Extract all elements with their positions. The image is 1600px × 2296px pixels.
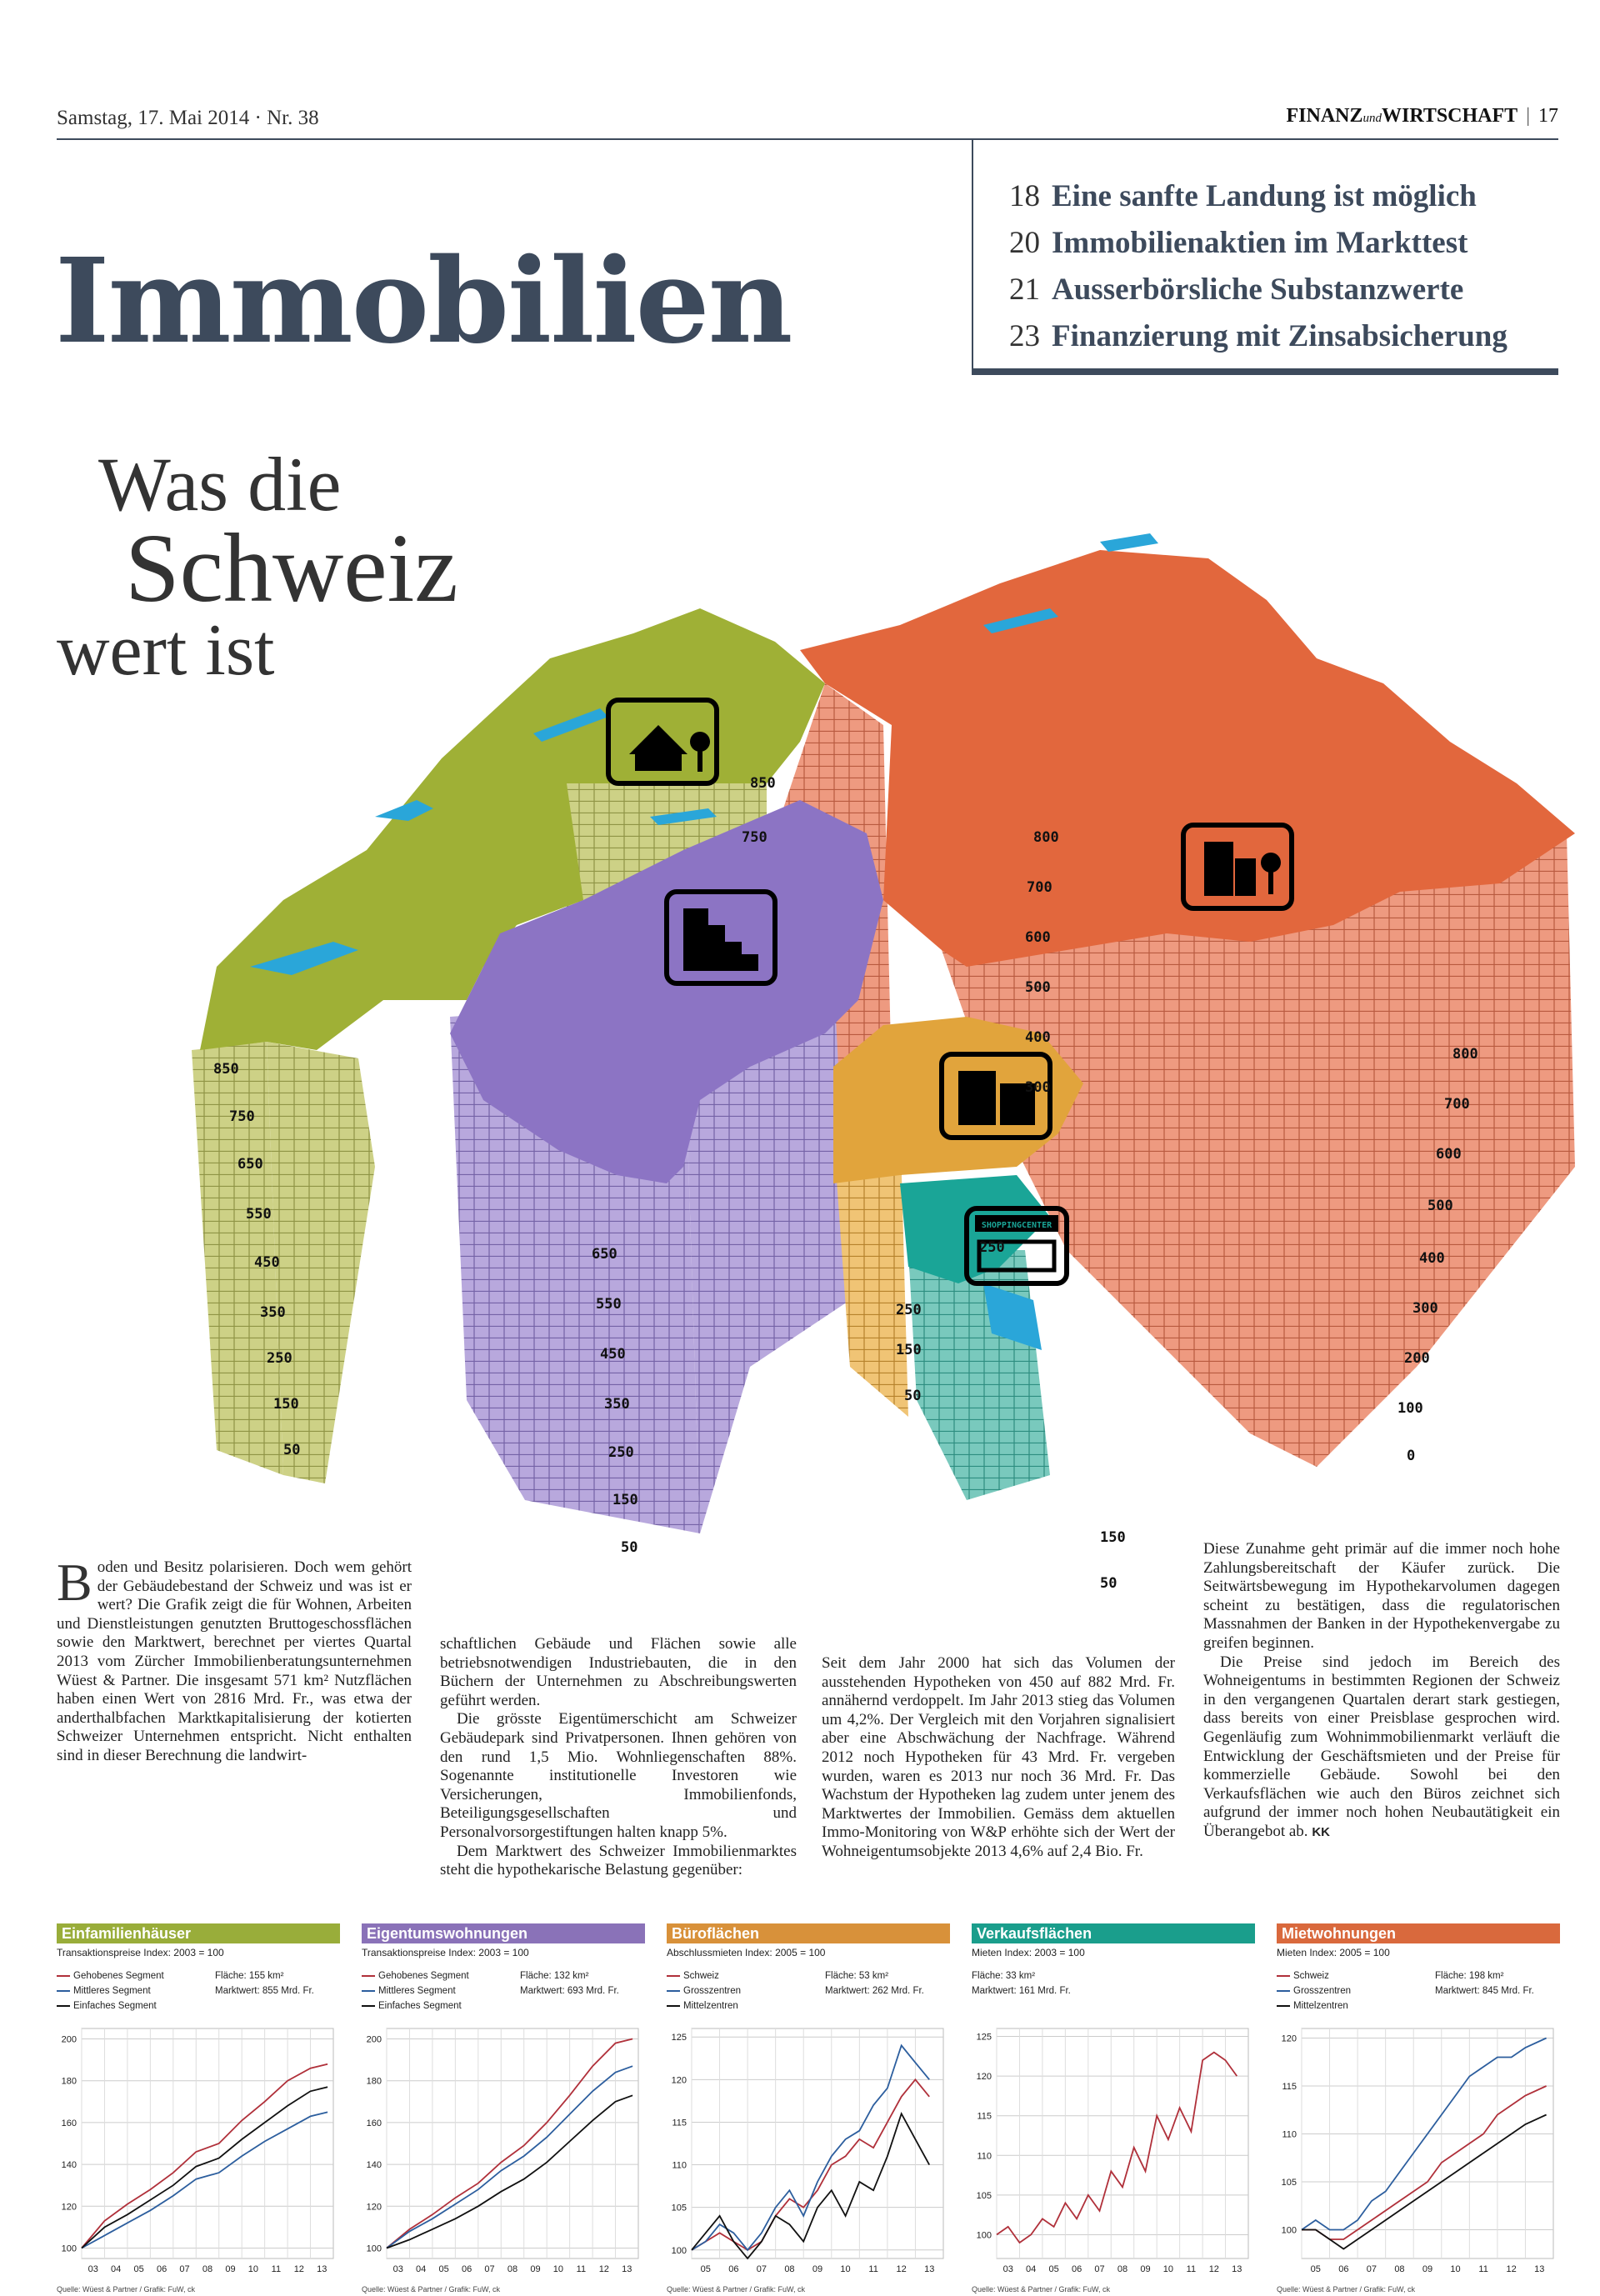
legend-entry — [57, 1968, 164, 1983]
headline-line-1: Was die — [98, 442, 342, 527]
chart-plot — [362, 2023, 645, 2282]
x-tick-label: 12 — [896, 2264, 907, 2274]
x-tick-label: 08 — [1394, 2264, 1405, 2274]
x-tick-label: 12 — [1208, 2264, 1219, 2274]
chart-legend — [362, 1968, 469, 2013]
x-tick-label: 05 — [1048, 2264, 1059, 2274]
drop-cap: B — [57, 1553, 92, 1612]
legend-swatch — [1277, 2005, 1290, 2007]
legend-entry — [667, 1968, 741, 1983]
y-tick-label: 200 — [366, 2034, 382, 2045]
article-text-col2-p3: Dem Marktwert des Schweizer Immobilienmarktes steht die hypothekarische Belastung gegenüber: — [440, 1842, 797, 1879]
y-tick-label: 110 — [1282, 2129, 1297, 2140]
orange-scale-label-600: 600 — [1436, 1146, 1462, 1163]
legend-label: Mittleres Segment — [378, 1986, 456, 1996]
y-tick-label: 160 — [61, 2118, 77, 2128]
y-tick-label: 125 — [671, 2033, 687, 2043]
lake — [1100, 533, 1158, 552]
toc-page-number: 18 — [1009, 179, 1040, 213]
chart-subtitle: Abschlussmieten Index: 2005 = 100 — [667, 1947, 826, 1958]
green-top-label-850: 850 — [750, 775, 776, 792]
x-tick-label: 12 — [293, 2264, 304, 2274]
chart-info-line: Fläche: 132 km² — [520, 1971, 589, 1981]
green-scale-label-250: 250 — [267, 1350, 292, 1367]
section-title: Immobilien — [55, 233, 792, 370]
toc-page-number: 23 — [1009, 319, 1040, 353]
orange-scale-label-800: 800 — [1452, 1046, 1478, 1063]
chart-title: Verkaufsflächen — [972, 1923, 1255, 1943]
legend-swatch — [667, 1990, 680, 1992]
legend-swatch — [57, 2005, 70, 2007]
legend-swatch — [57, 1990, 70, 1992]
orange-scale-label-500: 500 — [1428, 1198, 1453, 1214]
toc-entry-1[interactable] — [1000, 178, 1477, 214]
orange-scale-label-200: 200 — [1404, 1350, 1430, 1367]
chart-subtitle: Mieten Index: 2005 = 100 — [1277, 1947, 1390, 1958]
orange-scale-label-400: 400 — [1419, 1250, 1445, 1267]
chart-info — [972, 1968, 1071, 1998]
x-tick-label: 08 — [507, 2264, 518, 2274]
chart-title: Einfamilienhäuser — [57, 1923, 340, 1943]
toc-rule — [972, 368, 1558, 375]
chart-info-line: Marktwert: 262 Mrd. Fr. — [825, 1986, 924, 1996]
purple-scale-label-350: 350 — [604, 1396, 630, 1413]
legend-label: Mittelzentren — [1293, 2001, 1348, 2011]
chart-plot — [57, 2023, 340, 2282]
x-tick-label: 05 — [700, 2264, 711, 2274]
y-tick-label: 180 — [61, 2076, 77, 2087]
article-text-col1: oden und Besitz polarisieren. Doch wem gehört der Gebäudebestand der Schweiz und was ist er wert? Die Grafik zeigt die für Wohnen, Arbeiten und Dienstleistungen genutzten Bruttogeschossflächen sowie den Marktwert, berechnet per viertes Quartal 2013 vom Zürcher Immobilienberatungsunternehmen Wüest & Partner. Die insgesamt 571 km² Nutzflächen haben einen Wert von 2816 Mrd. Fr., was etwa der anderthalbfachen Marktkapitalisierung der kotierten Schweizer Unternehmen entspricht. Nicht enthalten sind in dieser Berechnung die landwirt- — [57, 1558, 412, 1764]
y-tick-label: 120 — [1281, 2033, 1297, 2044]
legend-entry — [362, 1968, 469, 1983]
y-tick-label: 160 — [366, 2118, 382, 2128]
brand-und: und — [1362, 112, 1382, 125]
toc-title: Ausserbörsliche Substanzwerte — [1052, 273, 1464, 307]
masthead-rule — [57, 138, 1558, 140]
orange-scale-label-100: 100 — [1398, 1400, 1423, 1417]
plot-area — [1302, 2028, 1553, 2258]
x-tick-label: 11 — [1478, 2264, 1488, 2274]
chart-subtitle: Transaktionspreise Index: 2003 = 100 — [57, 1947, 224, 1958]
x-tick-label: 09 — [1422, 2264, 1433, 2274]
x-tick-label: 10 — [1450, 2264, 1461, 2274]
legend-swatch — [667, 2005, 680, 2007]
chart-source: Quelle: Wüest & Partner / Grafik: FuW, ck — [362, 2285, 501, 2293]
chart-plot — [972, 2023, 1255, 2282]
purple-scale-label-650: 650 — [592, 1246, 618, 1263]
legend-label: Mittleres Segment — [73, 1986, 151, 1996]
x-tick-label: 05 — [133, 2264, 144, 2274]
orange-scale-label-700: 700 — [1444, 1096, 1470, 1113]
y-tick-label: 120 — [671, 2075, 687, 2086]
x-tick-label: 13 — [317, 2264, 328, 2274]
chart-source: Quelle: Wüest & Partner / Grafik: FuW, ck — [1277, 2285, 1416, 2293]
legend-label: Einfaches Segment — [378, 2001, 462, 2011]
y-tick-label: 105 — [671, 2203, 687, 2213]
shop-sign-text: SHOPPINGCENTER — [981, 1221, 1052, 1230]
chart-plot — [1277, 2023, 1560, 2282]
toc-page-number: 20 — [1009, 226, 1040, 260]
x-tick-label: 13 — [622, 2264, 632, 2274]
toc-entry-4[interactable] — [1000, 318, 1508, 354]
x-tick-label: 04 — [111, 2264, 122, 2274]
orange-inner-label-300: 300 — [1025, 1079, 1051, 1096]
x-tick-label: 13 — [1232, 2264, 1242, 2274]
legend-label: Grosszentren — [683, 1986, 742, 1996]
chart-title: Büroflächen — [667, 1923, 950, 1943]
y-tick-label: 180 — [366, 2076, 382, 2087]
purple-scale-label-550: 550 — [596, 1296, 622, 1313]
switzerland-3d-map — [167, 533, 1583, 1617]
article-column-1 — [57, 1553, 412, 1766]
chart-plot — [667, 2023, 950, 2282]
x-tick-label: 06 — [461, 2264, 472, 2274]
y-tick-label: 140 — [366, 2160, 382, 2171]
article-column-3 — [822, 1654, 1175, 1862]
green-wall-right — [267, 1042, 375, 1483]
legend-label: Einfaches Segment — [73, 2001, 157, 2011]
x-tick-label: 09 — [225, 2264, 236, 2274]
x-tick-label: 11 — [1186, 2264, 1197, 2274]
green-scale-label-550: 550 — [246, 1206, 272, 1223]
legend-entry — [362, 1983, 469, 1998]
y-tick-label: 140 — [61, 2160, 77, 2171]
x-tick-label: 09 — [1140, 2264, 1151, 2274]
plot-area — [997, 2028, 1248, 2258]
orange-inner-label-800: 800 — [1033, 829, 1059, 846]
x-tick-label: 03 — [392, 2264, 403, 2274]
green-scale-label-150: 150 — [273, 1396, 299, 1413]
toc-title: Finanzierung mit Zinsabsicherung — [1052, 319, 1508, 353]
x-tick-label: 07 — [484, 2264, 495, 2274]
x-tick-label: 11 — [576, 2264, 587, 2274]
author-initials: KK — [1312, 1824, 1330, 1839]
purple-scale-label-250: 250 — [608, 1444, 634, 1461]
article-text-col4-p2: Die Preise sind jedoch im Bereich des Wohneigentums in bestimmten Regionen der Schweiz in den vergangenen Quartalen derart stark gestiegen, dass bereits von einer Preisblase gesprochen wird. Gegenläufig zum Wohnimmobilienmarkt verläuft die Entwicklung der Geschäftsmieten und der Preise für kommerzielle Gebäude. Sowohl bei den Verkaufsflächen wie auch den Büros zeichnet sich aufgrund der immer noch hohen Neubautätigkeit ein Überangebot ab. — [1203, 1653, 1560, 1840]
y-tick-label: 100 — [976, 2230, 992, 2241]
y-tick-label: 105 — [1281, 2178, 1297, 2188]
chart-title: Mietwohnungen — [1277, 1923, 1560, 1943]
legend-entry — [57, 1983, 164, 1998]
legend-swatch — [667, 1975, 680, 1977]
newspaper-brand — [1286, 105, 1558, 128]
toc-page-number: 21 — [1009, 273, 1040, 307]
x-tick-label: 07 — [1366, 2264, 1378, 2274]
orange-scale-label-300: 300 — [1412, 1300, 1438, 1317]
toc-entry-3[interactable] — [1000, 272, 1463, 308]
orange-scale-label-0: 0 — [1407, 1448, 1416, 1464]
x-tick-label: 05 — [1310, 2264, 1321, 2274]
y-tick-label: 105 — [976, 2190, 992, 2201]
chart-info-line: Marktwert: 845 Mrd. Fr. — [1435, 1986, 1534, 1996]
article-column-4 — [1203, 1540, 1560, 1843]
plot-area — [82, 2028, 333, 2258]
x-tick-label: 08 — [784, 2264, 795, 2274]
x-tick-label: 13 — [924, 2264, 935, 2274]
x-tick-label: 11 — [271, 2264, 282, 2274]
legend-entry — [667, 1983, 741, 1998]
x-tick-label: 10 — [1162, 2264, 1174, 2274]
legend-swatch — [57, 1975, 70, 1977]
teal-label-150: 150 — [1100, 1529, 1126, 1546]
chart-mietwohnungen — [1277, 1923, 1560, 2293]
y-tick-label: 100 — [671, 2245, 687, 2256]
green-scale-label-650: 650 — [238, 1156, 263, 1173]
legend-swatch — [1277, 1990, 1290, 1992]
x-tick-label: 09 — [530, 2264, 541, 2274]
legend-label: Gehobenes Segment — [378, 1971, 469, 1981]
legend-label: Schweiz — [683, 1971, 719, 1981]
chart-info — [520, 1968, 619, 1998]
y-tick-label: 200 — [61, 2034, 77, 2045]
legend-swatch — [362, 1990, 375, 1992]
chart-info-line: Fläche: 33 km² — [972, 1971, 1036, 1981]
article-text-col4-p1: Diese Zunahme geht primär auf die immer noch hohe Zahlungsbereitschaft der Käufer zurück. Die Seitwärtsbewegung im Hypothekarvolumen dagegen scheint zu bestätigen, dass die regulatorischen Massnahmen der Banken in der Hypothekenvergabe zu greifen beginnen. — [1203, 1540, 1560, 1652]
gold-label-150: 150 — [896, 1342, 922, 1358]
x-tick-label: 10 — [248, 2264, 259, 2274]
article-column-2 — [440, 1635, 797, 1880]
gold-label-250-top: 250 — [979, 1239, 1005, 1256]
legend-label: Schweiz — [1293, 1971, 1329, 1981]
legend-entry — [667, 1998, 741, 2013]
green-scale-label-750: 750 — [229, 1108, 255, 1125]
headline-line-2: Schweiz — [125, 513, 458, 623]
legend-entry — [57, 1998, 164, 2013]
chart-info-line: Marktwert: 161 Mrd. Fr. — [972, 1986, 1071, 1996]
brand-finanz: FINANZ — [1286, 105, 1363, 127]
chart-einfamilienhaeuser — [57, 1923, 340, 2293]
x-tick-label: 12 — [598, 2264, 609, 2274]
x-tick-label: 11 — [868, 2264, 878, 2274]
x-tick-label: 08 — [202, 2264, 213, 2274]
chart-info — [1435, 1968, 1534, 1998]
x-tick-label: 10 — [552, 2264, 564, 2274]
article-text-col2-p2: Die grösste Eigentümerschicht am Schweizer Gebäudepark sind Privatpersonen. Ihnen gehören von den rund 1,5 Mio. Wohnliegenschaften 88%. Sogenannte institutionelle Investoren wie Versicherungen, Immobilienfonds, Beteiligungsgesellschaften und Personalvorsorgestiftungen halten knapp 5%. — [440, 1710, 797, 1841]
green-scale-label-450: 450 — [254, 1254, 280, 1271]
chart-info-line: Marktwert: 855 Mrd. Fr. — [215, 1986, 314, 1996]
x-tick-label: 06 — [1338, 2264, 1349, 2274]
toc-title: Immobilienaktien im Markttest — [1052, 226, 1468, 260]
article-text-col2-p1: schaftlichen Gebäude und Flächen sowie alle betriebsnotwendigen Industriebauten, die in den Büchern der Unternehmen zu Abschreibungswerten geführt werden. — [440, 1635, 797, 1709]
teal-wall — [908, 1250, 1050, 1500]
x-tick-label: 06 — [728, 2264, 739, 2274]
chart-source: Quelle: Wüest & Partner / Grafik: FuW, ck — [667, 2285, 806, 2293]
legend-entry — [1277, 1983, 1351, 1998]
purple-scale-label-50: 50 — [621, 1539, 638, 1556]
y-tick-label: 110 — [977, 2151, 992, 2162]
headline-line-3: wert ist — [57, 610, 275, 691]
issue-date: Samstag, 17. Mai 2014 · Nr. 38 — [57, 107, 319, 129]
chart-title: Eigentumswohnungen — [362, 1923, 645, 1943]
legend-label: Mittelzentren — [683, 2001, 738, 2011]
teal-label-50: 50 — [1100, 1575, 1118, 1592]
x-tick-label: 07 — [179, 2264, 190, 2274]
chart-source: Quelle: Wüest & Partner / Grafik: FuW, ck — [57, 2285, 196, 2293]
y-tick-label: 125 — [976, 2032, 992, 2043]
x-tick-label: 07 — [1094, 2264, 1105, 2274]
legend-label: Gehobenes Segment — [73, 1971, 164, 1981]
legend-swatch — [1277, 1975, 1290, 1977]
legend-label: Grosszentren — [1293, 1986, 1352, 1996]
x-tick-label: 04 — [1026, 2264, 1037, 2274]
page-number: 17 — [1538, 105, 1558, 127]
chart-eigentumswohnungen — [362, 1923, 645, 2293]
chart-info-line: Fläche: 53 km² — [825, 1971, 889, 1981]
y-tick-label: 115 — [1282, 2082, 1297, 2092]
legend-swatch — [362, 1975, 375, 1977]
x-tick-label: 09 — [812, 2264, 823, 2274]
y-tick-label: 110 — [672, 2160, 687, 2171]
x-tick-label: 08 — [1117, 2264, 1128, 2274]
chart-bueroflaechen — [667, 1923, 950, 2293]
green-scale-label-50: 50 — [283, 1442, 301, 1458]
brand-separator: | — [1526, 105, 1530, 127]
orange-inner-label-700: 700 — [1027, 879, 1052, 896]
y-tick-label: 100 — [366, 2243, 382, 2254]
chart-info — [825, 1968, 924, 1998]
plot-area — [692, 2028, 943, 2258]
chart-info-line: Fläche: 155 km² — [215, 1971, 284, 1981]
chart-info-line: Marktwert: 693 Mrd. Fr. — [520, 1986, 619, 1996]
green-scale-label-350: 350 — [260, 1304, 286, 1321]
x-tick-label: 07 — [756, 2264, 768, 2274]
header-divider — [972, 138, 973, 372]
x-tick-label: 12 — [1506, 2264, 1517, 2274]
chart-info — [215, 1968, 314, 1998]
x-tick-label: 03 — [1002, 2264, 1013, 2274]
legend-entry — [362, 1998, 469, 2013]
gold-label-50: 50 — [904, 1388, 922, 1404]
chart-legend — [57, 1968, 164, 2013]
brand-wirtschaft: WIRTSCHAFT — [1382, 105, 1518, 127]
x-tick-label: 06 — [1071, 2264, 1082, 2274]
y-tick-label: 100 — [1281, 2225, 1297, 2236]
x-tick-label: 03 — [88, 2264, 98, 2274]
chart-legend — [1277, 1968, 1351, 2013]
y-tick-label: 120 — [976, 2072, 992, 2083]
orange-inner-label-600: 600 — [1025, 929, 1051, 946]
y-tick-label: 120 — [366, 2202, 382, 2213]
x-tick-label: 05 — [438, 2264, 449, 2274]
chart-legend — [667, 1968, 741, 2013]
x-tick-label: 04 — [416, 2264, 427, 2274]
legend-swatch — [362, 2005, 375, 2007]
chart-source: Quelle: Wüest & Partner / Grafik: FuW, ck — [972, 2285, 1111, 2293]
x-tick-label: 06 — [156, 2264, 168, 2274]
y-tick-label: 100 — [61, 2243, 77, 2254]
legend-entry — [1277, 1968, 1351, 1983]
chart-info-line: Fläche: 198 km² — [1435, 1971, 1504, 1981]
y-tick-label: 115 — [977, 2111, 992, 2122]
gold-label-250: 250 — [896, 1302, 922, 1318]
green-scale-label-850: 850 — [213, 1061, 239, 1078]
toc-entry-2[interactable] — [1000, 225, 1468, 261]
chart-subtitle: Transaktionspreise Index: 2003 = 100 — [362, 1947, 529, 1958]
orange-inner-label-400: 400 — [1025, 1029, 1051, 1046]
chart-verkaufsflaechen — [972, 1923, 1255, 2293]
purple-scale-label-450: 450 — [600, 1346, 626, 1363]
y-tick-label: 120 — [61, 2202, 77, 2213]
orange-inner-label-500: 500 — [1025, 979, 1051, 996]
x-tick-label: 10 — [840, 2264, 851, 2274]
purple-scale-label-150: 150 — [612, 1492, 638, 1508]
toc-title: Eine sanfte Landung ist möglich — [1052, 179, 1477, 213]
article-text-col3: Seit dem Jahr 2000 hat sich das Volumen der ausstehenden Hypotheken von 450 auf 882 Mrd. Fr. annähernd verdoppelt. Im Jahr 2013 stieg das Volumen um 4,2%. Der Vergleich mit den Vorjahren signalisiert aber eine Abschwächung der Nachfrage. Während 2012 noch Hypotheken für 43 Mrd. Fr. vergeben wurden, waren es 2013 nur noch 36 Mrd. Fr. Das Wachstum der Hypotheken lag zudem unter jenem des Marktwertes der Immobilien. Gemäss dem aktuellen Immo-Monitoring von W&P erhöhte sich der Wert der Wohneigentumsobjekte 2013 4,6% auf 2,4 Bio. Fr. — [822, 1654, 1175, 1860]
chart-subtitle: Mieten Index: 2003 = 100 — [972, 1947, 1085, 1958]
x-tick-label: 13 — [1534, 2264, 1545, 2274]
legend-entry — [1277, 1998, 1351, 2013]
green-top-label-750: 750 — [742, 829, 768, 846]
y-tick-label: 115 — [672, 2118, 687, 2128]
